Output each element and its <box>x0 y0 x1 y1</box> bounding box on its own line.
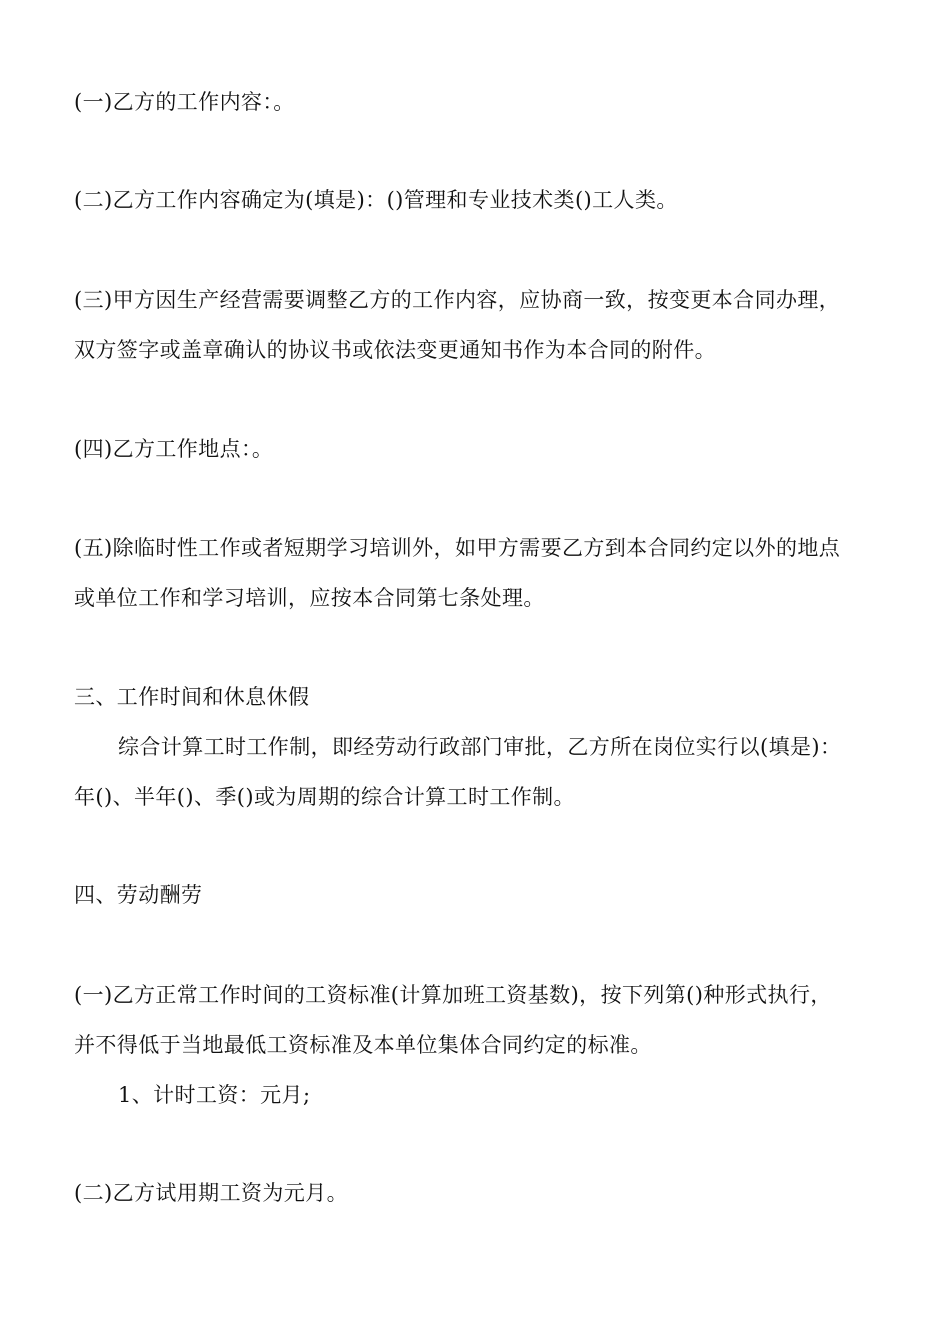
clause-2-5-training-line-2: 或单位工作和学习培训，应按本合同第七条处理。 <box>74 586 545 610</box>
clause-2-1-work-content: (一)乙方的工作内容：。 <box>74 90 295 114</box>
clause-4-1-hourly-wage: 1、计时工资：元月; <box>118 1083 311 1107</box>
clause-2-3-adjustment-line-1: (三)甲方因生产经营需要调整乙方的工作内容，应协商一致，按变更本合同办理， <box>74 288 841 312</box>
clause-2-3-adjustment-line-2: 双方签字或盖章确认的协议书或依法变更通知书作为本合同的附件。 <box>74 338 716 362</box>
clause-2-2-work-type: (二)乙方工作内容确定为(填是)：()管理和专业技术类()工人类。 <box>74 188 678 212</box>
clause-4-2-probation-wage: (二)乙方试用期工资为元月。 <box>74 1181 348 1205</box>
clause-4-1-wage-standard-line-1: (一)乙方正常工作时间的工资标准(计算加班工资基数)，按下列第()种形式执行， <box>74 983 832 1007</box>
section-3-paragraph-line-2: 年()、半年()、季()或为周期的综合计算工时工作制。 <box>74 785 575 809</box>
clause-4-1-wage-standard-line-2: 并不得低于当地最低工资标准及本单位集体合同约定的标准。 <box>74 1033 652 1057</box>
section-3-heading: 三、工作时间和休息休假 <box>74 685 310 709</box>
section-3-paragraph-line-1: 综合计算工时工作制，即经劳动行政部门审批，乙方所在岗位实行以(填是)： <box>118 735 842 759</box>
clause-2-5-training-line-1: (五)除临时性工作或者短期学习培训外，如甲方需要乙方到本合同约定以外的地点 <box>74 536 841 560</box>
clause-2-4-work-location: (四)乙方工作地点：。 <box>74 437 274 461</box>
section-4-heading: 四、劳动酬劳 <box>74 883 203 907</box>
